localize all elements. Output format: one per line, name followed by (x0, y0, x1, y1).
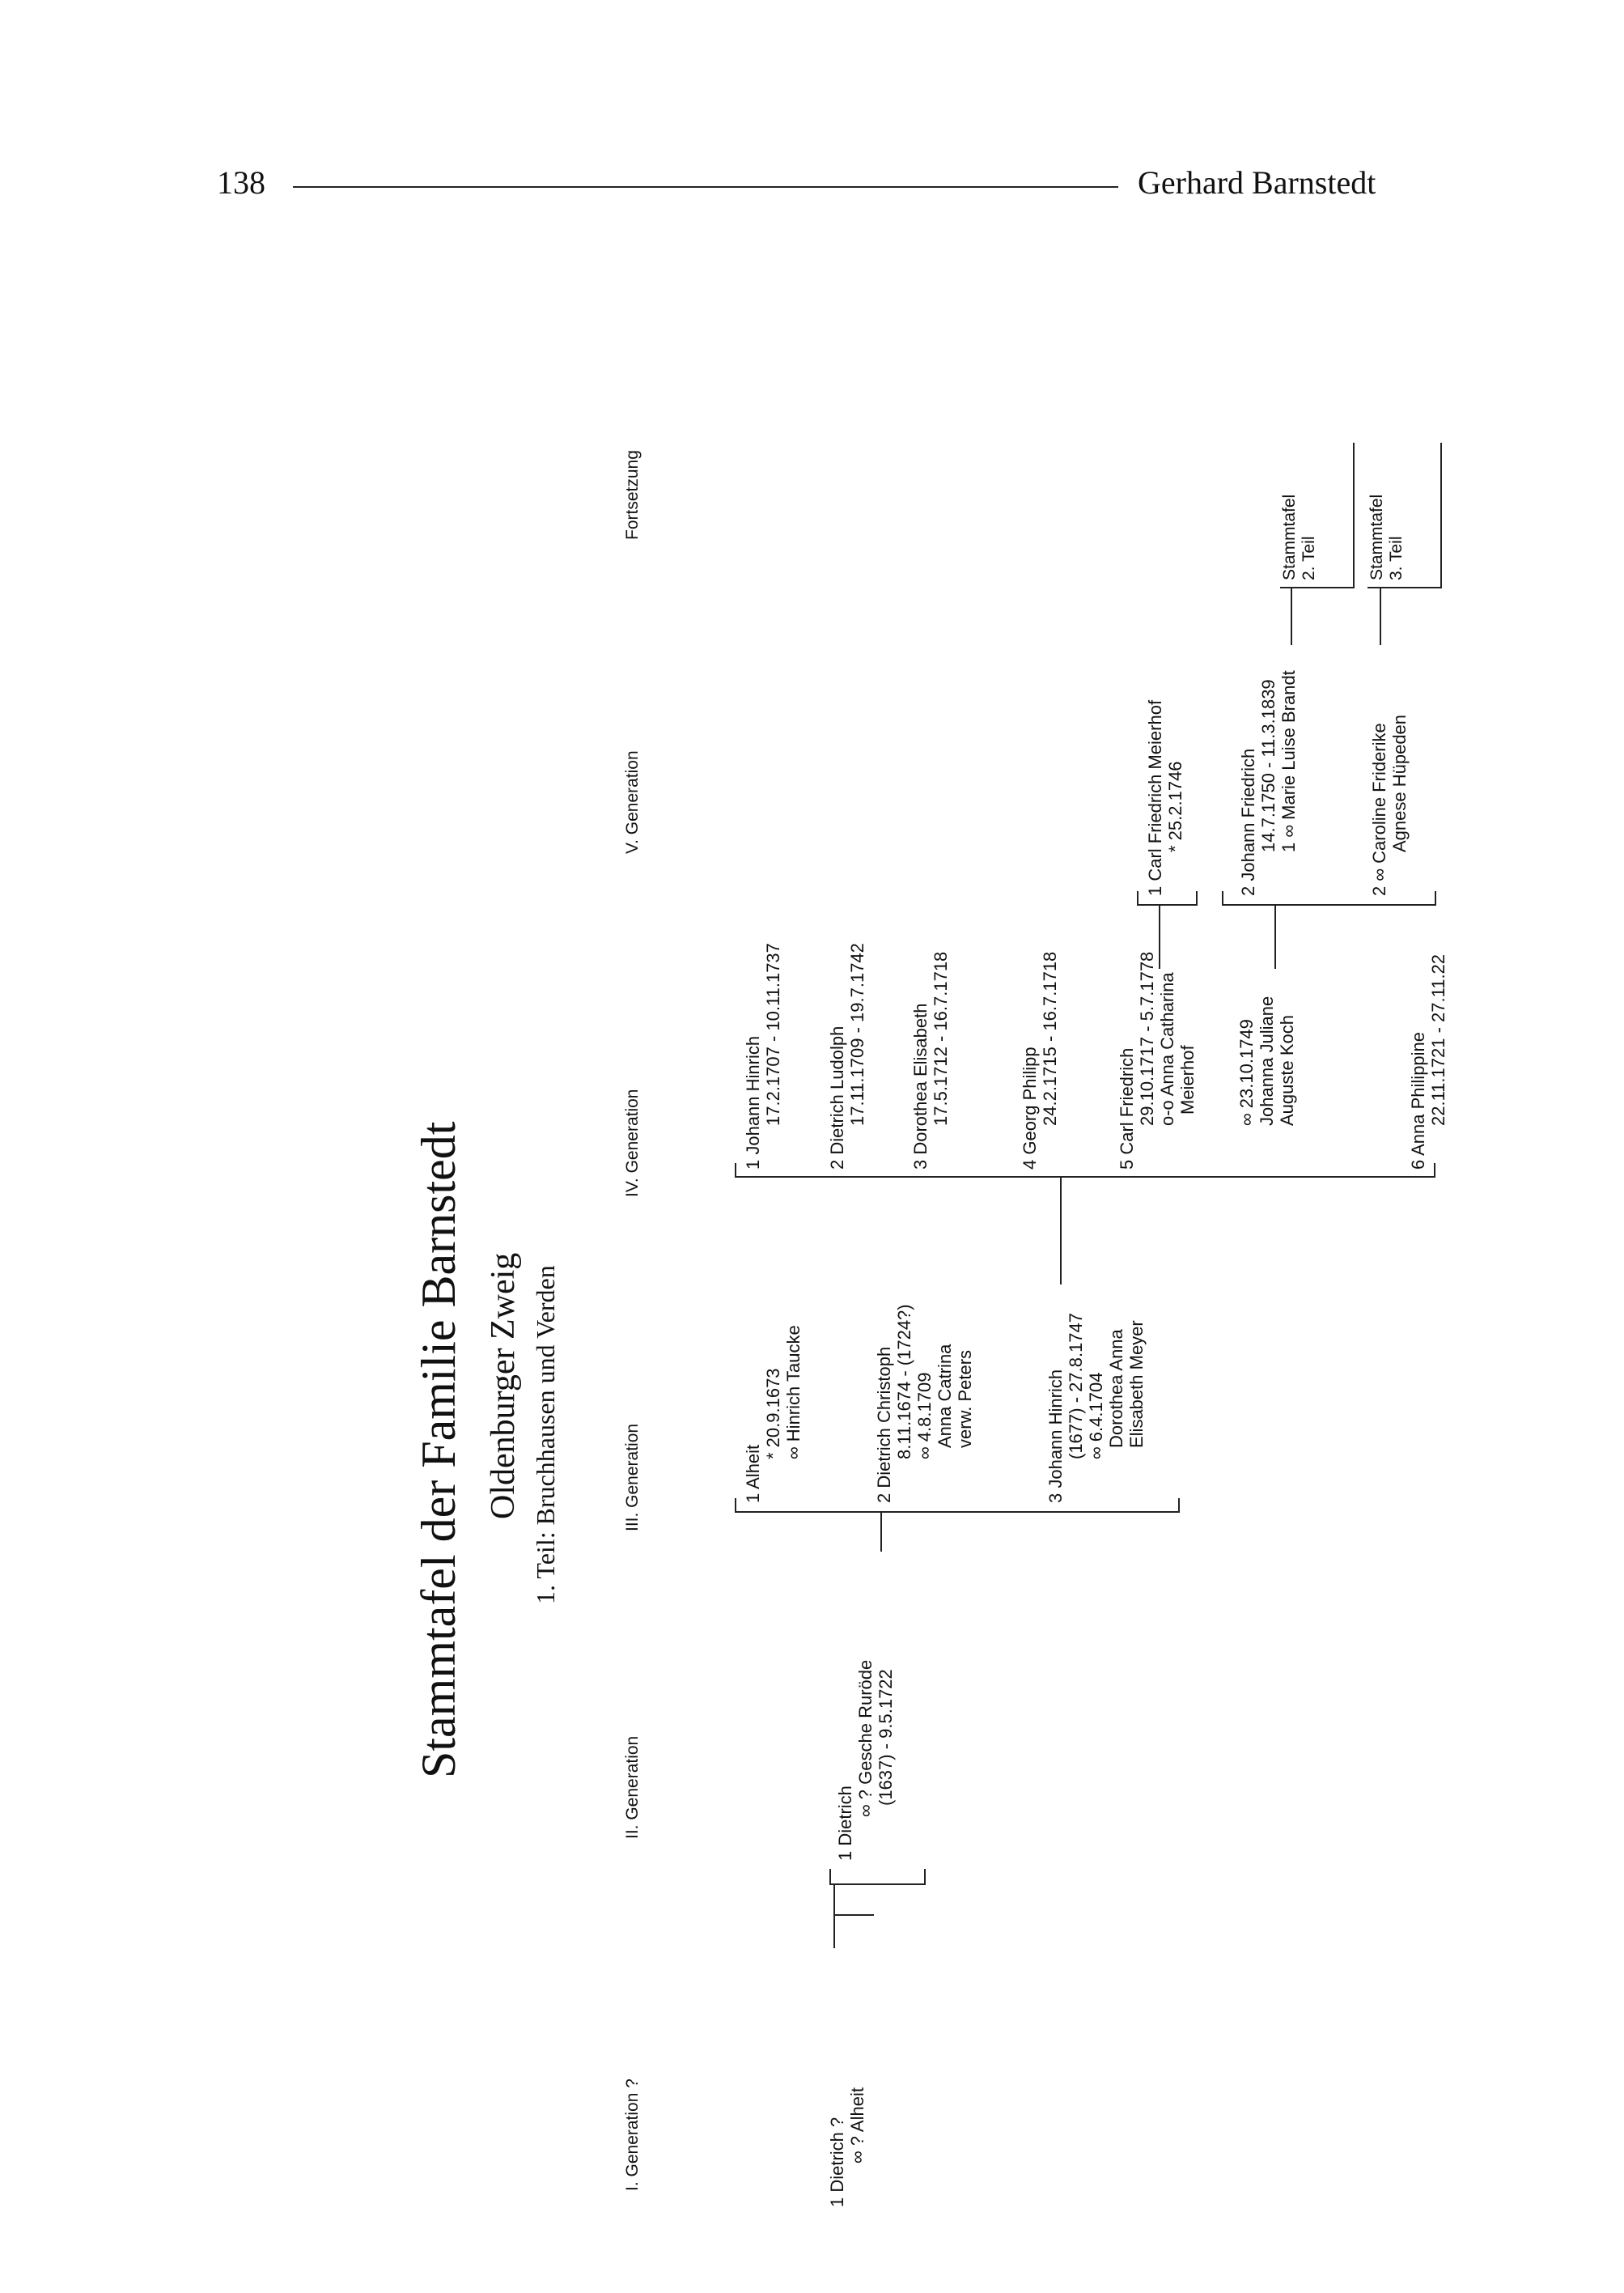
gen3-bracket-bottom (1178, 1498, 1180, 1513)
gen3-3-spouse-2: Elisabeth Meyer (1126, 1320, 1147, 1448)
gen2-bracket (829, 1869, 926, 1885)
gen4-3-name: 3 Dorothea Elisabeth (910, 1003, 931, 1170)
gen4-person-2 (827, 943, 867, 1170)
gen4-5-partner-2: Meierhof (1177, 1045, 1198, 1115)
gen5-person-1 (1145, 700, 1185, 896)
page-number: 138 (217, 164, 265, 201)
header-rule (293, 186, 1118, 188)
gen3-3-dates: (1677) - 27.8.1747 (1066, 1312, 1086, 1459)
heading-generation-4: IV. Generation (623, 1089, 642, 1197)
gen4-3-dates: 17.5.1712 - 16.7.1718 (931, 951, 951, 1126)
genealogy-table (170, 370, 1448, 2231)
gen3-person-1 (743, 1325, 804, 1503)
gen3-3-marriage: ∞ 6.4.1704 (1086, 1372, 1106, 1459)
gen5-bracket-1-top (1137, 891, 1138, 906)
gen2-spouse: ∞ ? Gesche Ruröde (855, 1659, 876, 1817)
gen3-2-spouse-note: verw. Peters (955, 1349, 975, 1448)
gen4-5-spouse: Johanna Juliane (1257, 996, 1277, 1126)
gen4-1-name: 1 Johann Hinrich (743, 1035, 763, 1170)
continuation-bottom-rule (1440, 443, 1442, 588)
gen3-2-name: 2 Dietrich Christoph (874, 1346, 894, 1503)
gen4-bracket-top (735, 1163, 736, 1178)
gen4-person-5 (1117, 952, 1297, 1170)
heading-generation-5: V. Generation (623, 750, 642, 854)
gen1-connector-tick (833, 1914, 874, 1916)
gen2-person (835, 1660, 896, 1861)
gen3-1-birth: * 20.9.1673 (763, 1368, 783, 1459)
continuation-part-2 (1280, 495, 1353, 588)
gen5-2-spouse-1: 1 ∞ Marie Luise Brandt (1278, 670, 1299, 852)
gen3-2-dates: 8.11.1674 - (1724?) (894, 1304, 914, 1459)
gen4-person-3 (910, 952, 951, 1170)
gen3-2-spouse: Anna Catrina (935, 1344, 955, 1448)
gen3-3-name: 3 Johann Hinrich (1045, 1369, 1066, 1503)
gen4-2-dates: 17.11.1709 - 19.7.1742 (847, 943, 867, 1126)
gen4-person-1 (743, 943, 783, 1170)
gen3-person-2 (874, 1304, 975, 1503)
gen4-person-4 (1020, 952, 1060, 1170)
gen5-2-spouse-2: 2 ∞ Caroline Friderike (1369, 723, 1389, 896)
gen5-2-name: 2 Johann Friedrich (1238, 748, 1258, 896)
gen5-bracket-2 (1222, 904, 1436, 906)
gen4-5-to-gen5-1-connector (1159, 906, 1160, 969)
gen5-person-2 (1238, 670, 1299, 896)
cont-3-label: Stammtafel (1367, 494, 1386, 580)
cont-2-part: 2. Teil (1300, 536, 1318, 580)
gen5-2-dates: 14.7.1750 - 11.3.1839 (1258, 679, 1278, 852)
gen2-name: 1 Dietrich (835, 1786, 855, 1861)
gen3-bracket-spine (735, 1511, 1180, 1513)
gen3-1-spouse: ∞ Hinrich Taucke (783, 1325, 804, 1459)
gen5-person-2-second-marriage (1369, 715, 1410, 896)
gen2-dates: (1637) - 9.5.1722 (876, 1669, 896, 1806)
gen3-1-name: 1 Alheit (743, 1444, 763, 1503)
continuation-part-3 (1367, 495, 1440, 588)
gen4-5-dates: 29.10.1717 - 5.7.1778 (1137, 951, 1157, 1126)
gen4-5-name: 5 Carl Friedrich (1117, 1047, 1137, 1170)
gen4-bracket-spine (735, 1176, 1435, 1178)
gen5-bracket-1-bottom (1196, 891, 1198, 906)
page-header (0, 0, 1624, 243)
running-head-author: Gerhard Barnstedt (1138, 164, 1376, 201)
gen5-bracket-1 (1137, 904, 1198, 906)
table-part: 1. Teil: Bruchhausen und Verden (531, 1265, 560, 1604)
heading-continuation: Fortsetzung (623, 450, 642, 540)
gen2-to-gen3-connector (880, 1513, 882, 1552)
heading-generation-3: III. Generation (623, 1423, 642, 1531)
gen4-6-name: 6 Anna Philippine (1408, 1031, 1428, 1170)
gen1-name: 1 Dietrich ? (827, 2117, 847, 2207)
gen1-person (827, 2087, 867, 2207)
gen3-bracket-top (735, 1498, 736, 1513)
continuation-divider (1353, 443, 1355, 588)
gen4-person-6 (1408, 954, 1448, 1170)
gen3-person-3 (1045, 1313, 1147, 1503)
gen4-2-name: 2 Dietrich Ludolph (827, 1025, 847, 1170)
gen5-1-name: 1 Carl Friedrich Meierhof (1145, 699, 1165, 896)
gen3-3-spouse: Dorothea Anna (1106, 1329, 1126, 1448)
heading-generation-1: I. Generation ? (623, 2079, 642, 2191)
gen4-4-name: 4 Georg Philipp (1020, 1047, 1040, 1170)
gen1-spouse: ∞ ? Alheit (847, 2087, 867, 2163)
gen3-2-marriage: ∞ 4.8.1709 (914, 1372, 935, 1459)
gen5-bracket-2-bottom (1435, 891, 1436, 906)
heading-generation-2: II. Generation (623, 1735, 642, 1839)
gen4-4-dates: 24.2.1715 - 16.7.1718 (1040, 951, 1060, 1126)
gen4-5-to-gen5-2-connector (1274, 906, 1276, 969)
gen4-5-spouse-2: Auguste Koch (1277, 1015, 1297, 1126)
gen4-5-marriage: ∞ 23.10.1749 (1236, 1019, 1257, 1126)
cont-3-part: 3. Teil (1387, 536, 1406, 580)
gen4-5-partner: o-o Anna Catharina (1157, 972, 1177, 1126)
gen3-to-gen4-connector (1060, 1178, 1062, 1285)
gen4-6-dates: 22.11.1721 - 27.11.22 (1428, 953, 1448, 1126)
gen5-1-birth: * 25.2.1746 (1165, 761, 1185, 852)
gen5-2-spouse-2b: Agnese Hüpeden (1389, 714, 1410, 852)
cont-2-label: Stammtafel (1280, 494, 1299, 580)
table-title: Stammtafel der Familie Barnstedt (412, 1121, 465, 1778)
gen5-to-cont-1-connector (1291, 588, 1292, 645)
gen4-1-dates: 17.2.1707 - 10.11.1737 (763, 943, 783, 1126)
gen5-bracket-2-top (1222, 891, 1223, 906)
gen5-to-cont-2-connector (1380, 588, 1381, 645)
gen1-connector (833, 1883, 835, 1948)
table-subtitle: Oldenburger Zweig (485, 1252, 522, 1519)
